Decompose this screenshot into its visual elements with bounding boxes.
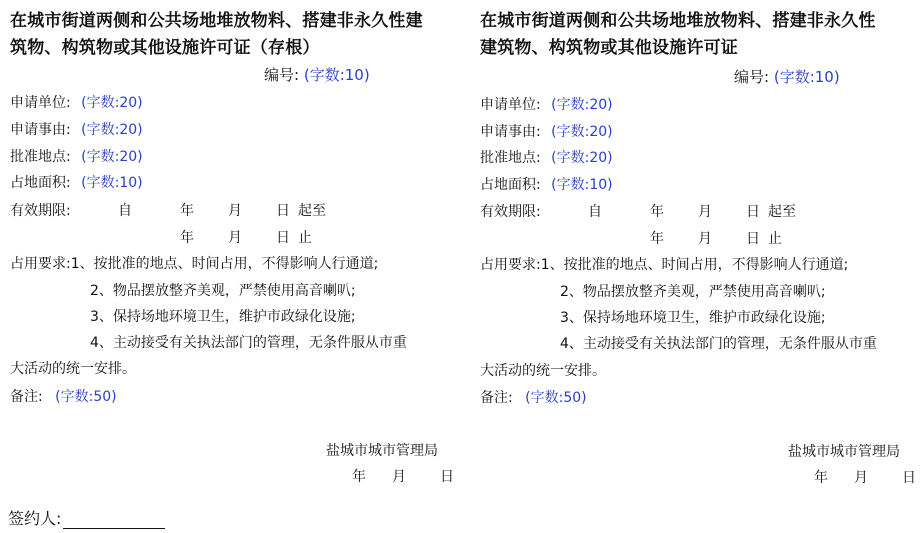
permit-requirement-3: 3、保持场地环境卫生，维护市政绿化设施; — [560, 310, 826, 326]
permit-validity-start: 起至 — [768, 204, 796, 220]
permit-validity-end-month: 月 — [698, 231, 712, 247]
signer-line — [8, 506, 165, 529]
field-label: 申请单位: — [480, 97, 541, 113]
permit-field-location — [480, 147, 613, 167]
permit-number — [734, 66, 840, 87]
stub-requirements-1 — [10, 253, 378, 273]
note-field[interactable]: (字数:50) — [55, 389, 117, 405]
area-field[interactable]: (字数:10) — [551, 177, 613, 193]
stub-validity-day: 日 — [276, 203, 290, 219]
field-label: 申请事由: — [10, 122, 71, 138]
stub-validity-end-day: 日 — [276, 230, 290, 246]
requirements-label: 占用要求: — [10, 256, 71, 272]
permit-validity-end-day: 日 — [746, 231, 760, 247]
permit-note — [480, 387, 587, 407]
signer-field[interactable] — [63, 512, 165, 529]
stub-issue-month: 月 — [392, 469, 406, 485]
location-field[interactable]: (字数:20) — [81, 149, 143, 165]
permit-validity-from: 自 — [588, 204, 602, 220]
stub-requirement-4: 4、主动接受有关执法部门的管理，无条件服从市重 — [90, 335, 407, 351]
permit-validity-year: 年 — [650, 204, 664, 220]
stub-validity-end-year: 年 — [180, 230, 194, 246]
stub-validity-month: 月 — [228, 203, 242, 219]
permit-validity-day: 日 — [746, 204, 760, 220]
permit-number-label: 编号: — [734, 68, 770, 86]
stub-issue-day: 日 — [440, 469, 454, 485]
requirement-text: 1、按批准的地点、时间占用，不得影响人行通道; — [70, 256, 379, 272]
stub-field-reason — [10, 119, 143, 139]
permit-issuer: 盐城市城市管理局 — [788, 444, 900, 460]
signer-label: 签约人: — [8, 509, 62, 528]
field-label: 占地面积: — [10, 175, 71, 191]
field-label: 申请单位: — [10, 95, 71, 111]
note-label: 备注: — [480, 390, 513, 406]
reason-field[interactable]: (字数:20) — [81, 122, 143, 138]
permit-field-reason — [480, 121, 613, 141]
location-field[interactable]: (字数:20) — [551, 150, 613, 166]
stub-issue-year: 年 — [352, 469, 366, 485]
permit-field-applicant — [480, 94, 613, 114]
permit-validity-end-year: 年 — [650, 231, 664, 247]
area-field[interactable]: (字数:10) — [81, 175, 143, 191]
permit-validity-label: 有效期限: — [480, 204, 541, 220]
permit-panel — [480, 0, 918, 533]
note-field[interactable]: (字数:50) — [525, 390, 587, 406]
stub-number — [264, 64, 370, 85]
applicant-field[interactable]: (字数:20) — [551, 97, 613, 113]
stub-field-area — [10, 172, 143, 192]
permit-requirement-4: 4、主动接受有关执法部门的管理，无条件服从市重 — [560, 336, 877, 352]
stub-field-location — [10, 146, 143, 166]
permit-requirements-1 — [480, 254, 848, 274]
permit-validity-month: 月 — [698, 204, 712, 220]
permit-issue-year: 年 — [814, 470, 828, 486]
stub-title-line-1: 在城市街道两侧和公共场地堆放物料、搭建非永久性建 — [10, 11, 423, 31]
field-label: 申请事由: — [480, 124, 541, 140]
applicant-field[interactable]: (字数:20) — [81, 95, 143, 111]
permit-field-area — [480, 174, 613, 194]
permit-title-line-1: 在城市街道两侧和公共场地堆放物料、搭建非永久性 — [480, 11, 876, 31]
stub-field-applicant — [10, 92, 143, 112]
stub-title-line-2: 筑物、构筑物或其他设施许可证（存根） — [10, 38, 320, 58]
stub-validity-end: 止 — [298, 230, 312, 246]
stub-requirement-4-cont: 大活动的统一安排。 — [10, 361, 136, 377]
stub-validity-end-month: 月 — [228, 230, 242, 246]
permit-issue-day: 日 — [902, 470, 916, 486]
field-label: 批准地点: — [480, 150, 541, 166]
permit-title — [480, 8, 876, 62]
stub-panel — [10, 0, 458, 533]
permit-title-line-2: 建筑物、构筑物或其他设施许可证 — [480, 38, 738, 58]
stub-requirement-3: 3、保持场地环境卫生，维护市政绿化设施; — [90, 309, 356, 325]
permit-requirement-4-cont: 大活动的统一安排。 — [480, 363, 606, 379]
stub-number-label: 编号: — [264, 66, 300, 84]
requirement-text: 1、按批准的地点、时间占用，不得影响人行通道; — [540, 257, 849, 273]
note-label: 备注: — [10, 389, 43, 405]
stub-number-field[interactable]: (字数:10) — [303, 66, 370, 84]
stub-requirement-2: 2、物品摆放整齐美观，严禁使用高音喇叭; — [90, 283, 356, 299]
field-label: 批准地点: — [10, 149, 71, 165]
stub-validity-year: 年 — [180, 203, 194, 219]
stub-validity-from: 自 — [118, 203, 132, 219]
requirements-label: 占用要求: — [480, 257, 541, 273]
permit-requirement-2: 2、物品摆放整齐美观，严禁使用高音喇叭; — [560, 284, 826, 300]
stub-note — [10, 386, 117, 406]
permit-number-field[interactable]: (字数:10) — [773, 68, 840, 86]
permit-issue-month: 月 — [854, 470, 868, 486]
field-label: 占地面积: — [480, 177, 541, 193]
stub-validity-start: 起至 — [298, 203, 326, 219]
stub-issuer: 盐城市城市管理局 — [326, 443, 438, 459]
reason-field[interactable]: (字数:20) — [551, 124, 613, 140]
stub-title — [10, 8, 423, 62]
stub-validity-label: 有效期限: — [10, 203, 71, 219]
permit-validity-end: 止 — [768, 231, 782, 247]
